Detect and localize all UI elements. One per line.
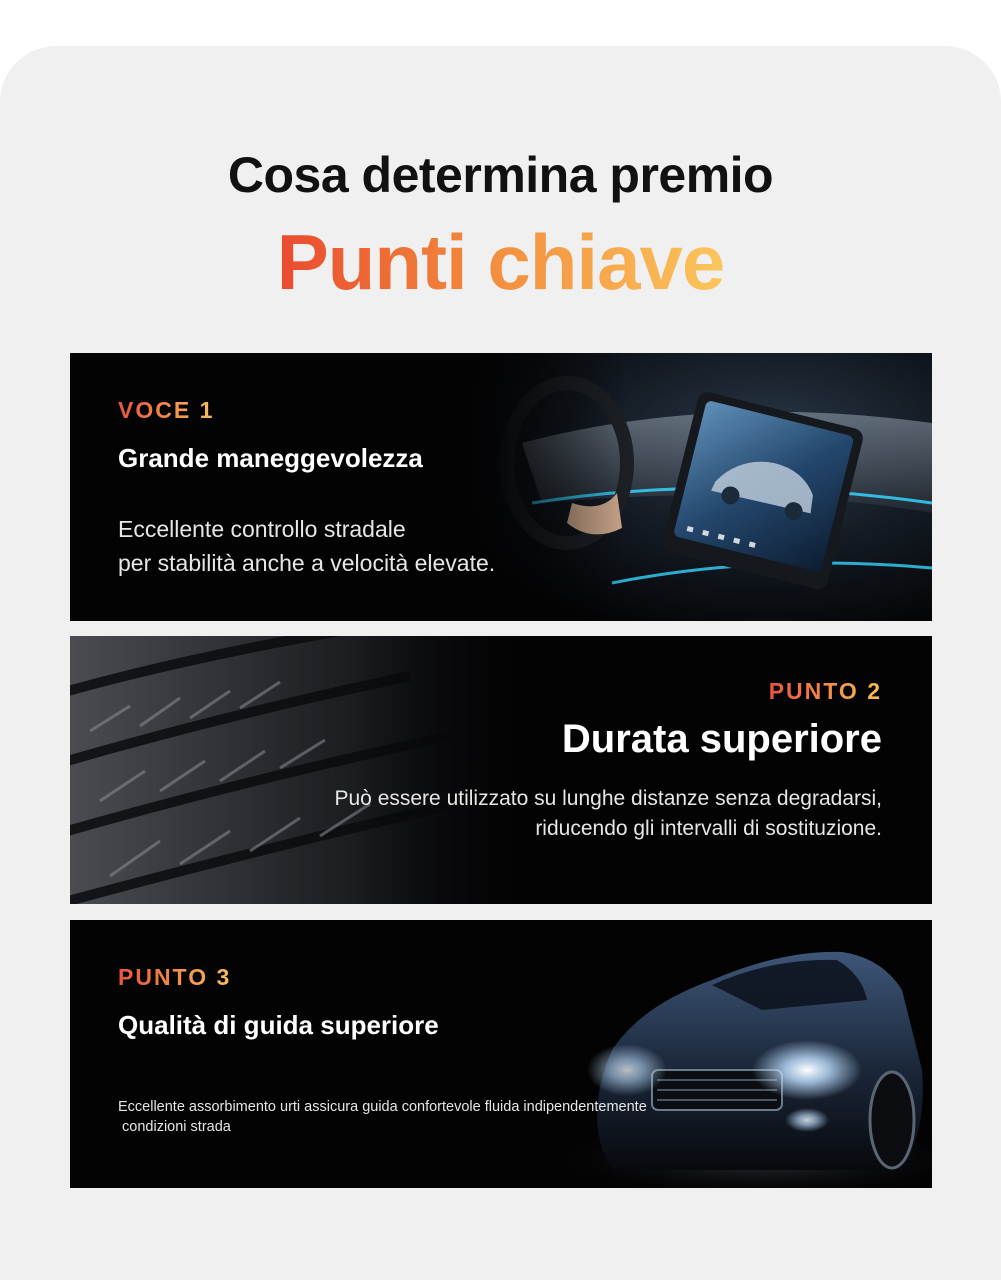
page-title: Cosa determina premio <box>227 147 774 203</box>
card-kicker: VOCE 1 <box>118 397 215 423</box>
card-kicker: PUNTO 2 <box>768 678 882 704</box>
card-title: Durata superiore <box>561 717 882 761</box>
feature-card-ride-quality-text <box>118 964 647 1137</box>
feature-card-ride-quality <box>70 920 932 1188</box>
card-description-line-1: Eccellente assorbimento urti assicura guida confortevole fluida indipendentemente <box>118 1099 647 1115</box>
card-description-line-1: Può essere utilizzato su lunghe distanze senza degradarsi, <box>334 787 882 810</box>
feature-card-handling-text <box>118 397 495 580</box>
page-subtitle-text: Punti chiave <box>276 218 725 306</box>
card-kicker: PUNTO 3 <box>118 964 232 990</box>
card-description-line-2: per stabilità anche a velocità elevate. <box>118 550 496 576</box>
feature-card-durability <box>70 636 932 904</box>
card-description-line-2: condizioni strada <box>118 1119 231 1135</box>
content-sheet <box>0 46 1001 1280</box>
card-description-line-2: riducendo gli intervalli di sostituzione. <box>535 817 882 840</box>
card-description-line-1: Eccellente controllo stradale <box>118 516 406 542</box>
feature-card-handling <box>70 353 932 621</box>
card-title: Qualità di guida superiore <box>118 1010 439 1040</box>
card-title: Grande maneggevolezza <box>118 443 423 473</box>
page-subtitle <box>0 220 1001 306</box>
car-dashboard-touchscreen-image <box>462 353 932 621</box>
feature-card-durability-text <box>335 678 883 844</box>
